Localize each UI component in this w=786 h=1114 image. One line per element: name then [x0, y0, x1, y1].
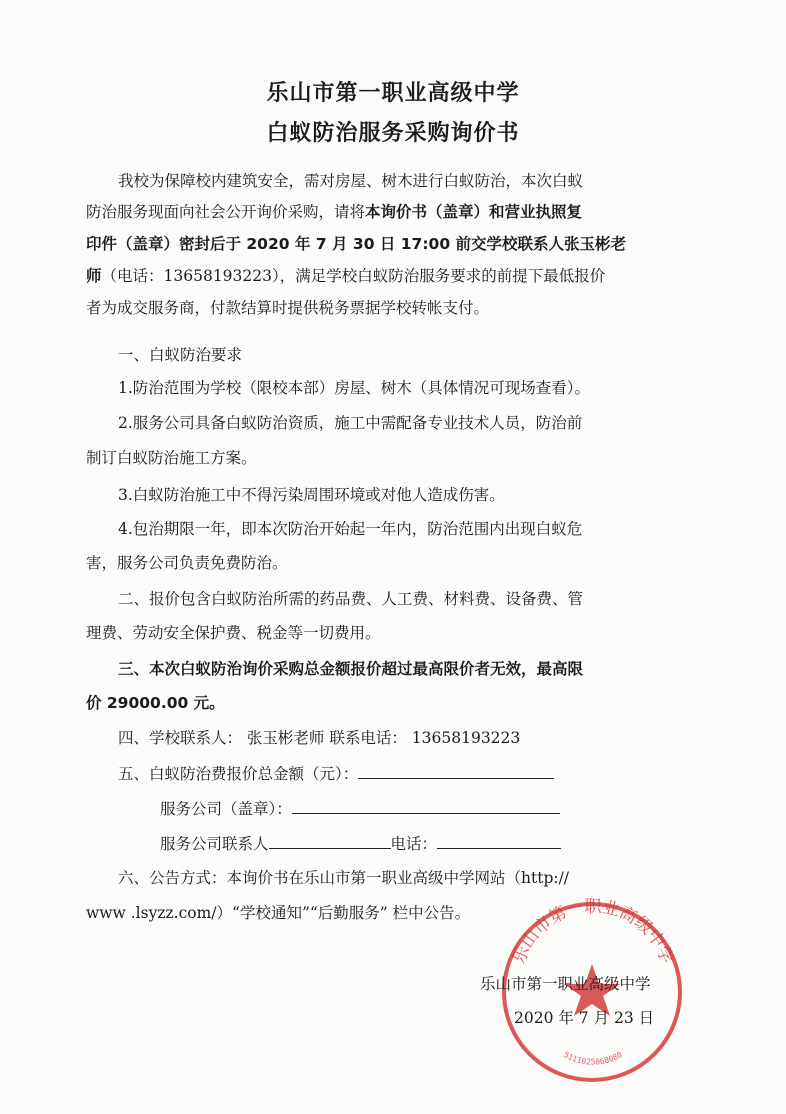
intro-line-1: 我校为保障校内建筑安全，需对房屋、树木进行白蚁防治，本次白蚁 [118, 172, 584, 190]
company-stamp-row [160, 797, 764, 820]
seal-arc-text: 乐山市第一职业高级中学 [509, 897, 677, 967]
section-3-line-2: 价 29000.00 元。 [86, 694, 225, 712]
section-2-line-2: 理费、劳动安全保护费、税金等一切费用。 [86, 624, 381, 642]
company-contact-row [160, 832, 764, 855]
section-3-line-1: 三、本次白蚁防治询价采购总金额报价超过最高限价者无效，最高限 [118, 660, 584, 678]
signature-date: 2020 年 7 月 23 日 [514, 1009, 655, 1027]
doc-title-subject: 白蚁防治服务采购询价书 [266, 121, 520, 146]
section-1-title: 一、白蚁防治要求 [118, 346, 243, 364]
requirement-2-line-1: 2.服务公司具备白蚁防治资质，施工中需配备专业技术人员，防治前 [118, 414, 583, 432]
intro-line-2-text: 防治服务现面向社会公开询价采购，请将 [86, 203, 366, 221]
requirement-4-line-1: 4.包治期限一年，即本次防治开始起一年内，防治范围内出现白蚁危 [118, 520, 583, 538]
seal-number-text: 5111025068080 [562, 1050, 624, 1067]
intro-line-2-bold: 本询价书（盖章）和营业执照复 [365, 203, 583, 221]
intro-line-3: 印件（盖章）密封后于 2020 年 7 月 30 日 17:00 前交学校联系人张玉彬老 [86, 235, 627, 253]
quote-total-blank[interactable] [358, 762, 554, 779]
requirement-4-line-2: 害，服务公司负责免费防治。 [86, 554, 288, 572]
company-phone-blank[interactable] [437, 832, 561, 849]
signature-school: 乐山市第一职业高级中学 [480, 975, 651, 993]
company-contact-label: 服务公司联系人 [160, 835, 269, 853]
requirement-2-line-2: 制订白蚁防治施工方案。 [86, 449, 257, 467]
doc-title-school: 乐山市第一职业高级中学 [266, 81, 520, 106]
intro-line-4-bold: 师 [86, 267, 102, 285]
section-6-line-2: www .lsyzz.com/）“学校通知”“后勤服务” 栏中公告。 [86, 904, 471, 922]
requirement-1: 1.防治范围为学校（限校本部）房屋、树木（具体情况可现场查看）。 [118, 379, 591, 397]
company-stamp-blank[interactable] [292, 797, 560, 814]
section-2-line-1: 二、报价包含白蚁防治所需的药品费、人工费、材料费、设备费、管 [118, 590, 584, 608]
company-stamp-label: 服务公司（盖章）： [160, 800, 292, 818]
intro-line-4 [86, 265, 690, 287]
company-phone-label: 电话： [390, 835, 438, 853]
quote-total-label: 五、白蚁防治费报价总金额（元）： [118, 765, 359, 783]
intro-line-5: 者为成交服务商，付款结算时提供税务票据学校转帐支付。 [86, 299, 490, 317]
intro-line-2 [86, 201, 690, 223]
section-5-quote [118, 762, 722, 785]
section-6-line-1: 六、公告方式：本询价书在乐山市第一职业高级中学网站（http:// [118, 869, 570, 887]
intro-line-4-text: （电话：13658193223），满足学校白蚁防治服务要求的前提下最低报价 [101, 267, 606, 285]
company-contact-blank[interactable] [269, 832, 391, 849]
section-4-contact: 四、学校联系人： 张玉彬老师 联系电话： 13658193223 [118, 729, 521, 747]
requirement-3: 3.白蚁防治施工中不得污染周围环境或对他人造成伤害。 [118, 486, 505, 504]
